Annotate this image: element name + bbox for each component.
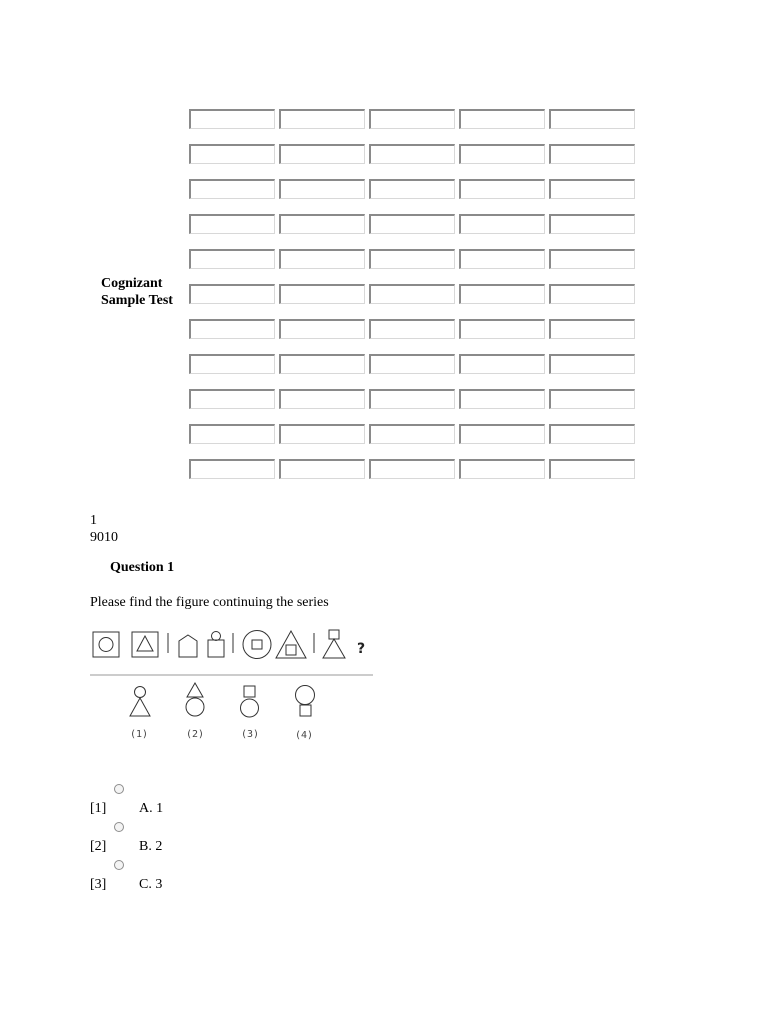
grid-row xyxy=(189,424,641,446)
choice-1-circle xyxy=(135,687,146,698)
grid-row xyxy=(189,319,641,341)
grid-input-cell[interactable] xyxy=(189,389,275,409)
grid-input-cell[interactable] xyxy=(459,284,545,304)
grid-input-cell[interactable] xyxy=(189,179,275,199)
option-radio-1[interactable] xyxy=(114,784,124,794)
circle-with-square-shape xyxy=(243,631,271,659)
small-square-shape xyxy=(329,630,339,639)
option-radio-2[interactable] xyxy=(114,822,124,832)
grid-input-cell[interactable] xyxy=(189,319,275,339)
grid-input-cell[interactable] xyxy=(279,144,365,164)
choice-label-1: (1) xyxy=(130,729,149,740)
grid-input-cell[interactable] xyxy=(189,284,275,304)
grid-input-cell[interactable] xyxy=(279,109,365,129)
option-number-1: [1] xyxy=(90,801,107,816)
choice-label-2: (2) xyxy=(186,729,205,740)
option-radio-3[interactable] xyxy=(114,860,124,870)
option-label-2: B. 2 xyxy=(139,839,163,854)
grid-input-cell[interactable] xyxy=(369,214,455,234)
choice-3-circle xyxy=(241,699,259,717)
grid-input-cell[interactable] xyxy=(369,249,455,269)
grid-row xyxy=(189,179,641,201)
choice-label-3: (3) xyxy=(241,729,260,740)
grid-input-cell[interactable] xyxy=(549,354,635,374)
triangle-shape xyxy=(323,639,345,658)
question-title: Question 1 xyxy=(110,560,175,575)
option-number-3: [3] xyxy=(90,877,107,892)
grid-input-cell[interactable] xyxy=(459,319,545,339)
page-title xyxy=(101,275,173,309)
grid-input-cell[interactable] xyxy=(189,354,275,374)
grid-input-cell[interactable] xyxy=(459,214,545,234)
title-line-1: Cognizant xyxy=(101,276,163,291)
grid-input-cell[interactable] xyxy=(459,179,545,199)
small-circle-shape xyxy=(212,632,221,641)
grid-input-cell[interactable] xyxy=(369,389,455,409)
grid-input-cell[interactable] xyxy=(189,144,275,164)
grid-input-cell[interactable] xyxy=(369,459,455,479)
grid-input-cell[interactable] xyxy=(369,319,455,339)
grid-input-cell[interactable] xyxy=(459,424,545,444)
grid-row xyxy=(189,459,641,481)
grid-input-cell[interactable] xyxy=(189,214,275,234)
grid-input-cell[interactable] xyxy=(189,459,275,479)
option-label-1: A. 1 xyxy=(139,801,164,816)
grid-input-cell[interactable] xyxy=(279,424,365,444)
grid-input-cell[interactable] xyxy=(189,249,275,269)
question-id: 9010 xyxy=(90,530,118,545)
grid-input-cell[interactable] xyxy=(459,249,545,269)
choice-label-4: (4) xyxy=(295,730,314,741)
series-figure xyxy=(90,625,380,750)
square-with-circle-shape xyxy=(93,632,119,657)
grid-input-cell[interactable] xyxy=(279,389,365,409)
answer-grid xyxy=(189,109,641,494)
grid-input-cell[interactable] xyxy=(369,424,455,444)
grid-input-cell[interactable] xyxy=(459,109,545,129)
grid-input-cell[interactable] xyxy=(549,214,635,234)
grid-input-cell[interactable] xyxy=(279,179,365,199)
grid-row xyxy=(189,109,641,131)
grid-input-cell[interactable] xyxy=(549,459,635,479)
choice-1-triangle xyxy=(130,698,150,716)
choice-4-circle xyxy=(296,686,315,705)
grid-row xyxy=(189,354,641,376)
question-mark: ? xyxy=(357,641,366,657)
choice-2-circle xyxy=(186,698,204,716)
grid-input-cell[interactable] xyxy=(549,389,635,409)
grid-input-cell[interactable] xyxy=(549,249,635,269)
grid-input-cell[interactable] xyxy=(279,354,365,374)
grid-input-cell[interactable] xyxy=(549,424,635,444)
grid-input-cell[interactable] xyxy=(459,459,545,479)
grid-input-cell[interactable] xyxy=(189,424,275,444)
grid-input-cell[interactable] xyxy=(369,284,455,304)
grid-input-cell[interactable] xyxy=(279,249,365,269)
inner-triangle-shape xyxy=(137,636,153,651)
choice-2-triangle xyxy=(187,683,203,697)
pentagon-shape xyxy=(179,635,197,657)
grid-input-cell[interactable] xyxy=(369,144,455,164)
grid-input-cell[interactable] xyxy=(279,459,365,479)
grid-input-cell[interactable] xyxy=(369,179,455,199)
inner-square-shape xyxy=(252,640,262,649)
grid-input-cell[interactable] xyxy=(459,389,545,409)
option-label-3: C. 3 xyxy=(139,877,163,892)
grid-input-cell[interactable] xyxy=(369,109,455,129)
grid-row xyxy=(189,249,641,271)
choice-3-square xyxy=(244,686,255,697)
grid-input-cell[interactable] xyxy=(459,354,545,374)
grid-row xyxy=(189,214,641,236)
grid-input-cell[interactable] xyxy=(459,144,545,164)
grid-row xyxy=(189,284,641,306)
grid-row xyxy=(189,389,641,411)
inner-circle-shape xyxy=(99,638,113,652)
title-line-2: Sample Test xyxy=(101,293,173,308)
grid-input-cell[interactable] xyxy=(549,284,635,304)
choice-4-square xyxy=(300,705,311,716)
grid-input-cell[interactable] xyxy=(549,144,635,164)
question-number: 1 xyxy=(90,513,97,528)
grid-input-cell[interactable] xyxy=(549,319,635,339)
grid-input-cell[interactable] xyxy=(549,109,635,129)
grid-input-cell[interactable] xyxy=(549,179,635,199)
grid-input-cell[interactable] xyxy=(279,214,365,234)
grid-input-cell[interactable] xyxy=(189,109,275,129)
question-text: Please find the figure continuing the series xyxy=(90,595,329,610)
grid-input-cell[interactable] xyxy=(369,354,455,374)
grid-input-cell[interactable] xyxy=(279,319,365,339)
option-number-2: [2] xyxy=(90,839,107,854)
grid-row xyxy=(189,144,641,166)
inner-square-shape xyxy=(286,645,296,655)
grid-input-cell[interactable] xyxy=(279,284,365,304)
square-shape xyxy=(208,640,224,657)
